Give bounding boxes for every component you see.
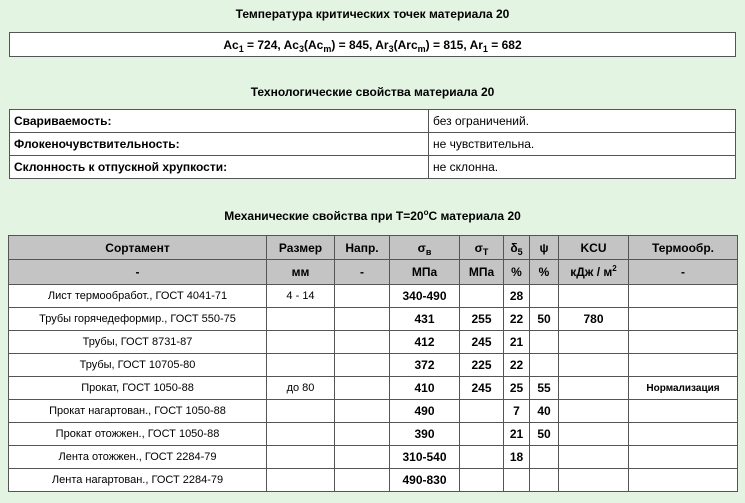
table-row: [9, 285, 738, 308]
cell-sigma-t: [460, 423, 504, 446]
ar3-label: Ar: [375, 37, 389, 52]
unit-delta: %: [504, 260, 530, 285]
col-sigma-b-header: [390, 236, 460, 260]
cell-size: [267, 400, 335, 423]
table-row: [9, 400, 738, 423]
mech-units-row: [9, 260, 738, 285]
tech-row-value: без ограничений.: [429, 110, 736, 133]
cell-psi: 40: [530, 400, 559, 423]
cell-kcu: [559, 469, 629, 492]
ar1-label: Ar: [469, 37, 483, 52]
sigma-b-sub: в: [425, 246, 432, 257]
delta-symbol: δ: [510, 240, 518, 255]
cell-delta: 22: [504, 354, 530, 377]
cell-dir: [335, 331, 390, 354]
cell-sigma-t: 225: [460, 354, 504, 377]
cell-treatment: [629, 446, 738, 469]
cell-kcu: [559, 331, 629, 354]
ar3-paren-sub: m: [417, 43, 426, 54]
cell-kcu: [559, 446, 629, 469]
unit-kcu-sup: 2: [612, 264, 617, 273]
cell-delta: 28: [504, 285, 530, 308]
cell-treatment: [629, 400, 738, 423]
cell-dir: [335, 446, 390, 469]
ac1-label: Ac: [223, 37, 239, 52]
col-size-header: Размер: [267, 236, 335, 260]
mech-title-suffix: С материала 20: [428, 209, 521, 223]
col-direction-header: Напр.: [335, 236, 390, 260]
mech-header-row: [9, 236, 738, 260]
cell-kcu: [559, 354, 629, 377]
cell-psi: 50: [530, 423, 559, 446]
critical-points-table: [9, 32, 736, 57]
cell-sortament: Лента нагартован., ГОСТ 2284-79: [9, 469, 267, 492]
tech-row-value: не склонна.: [429, 156, 736, 179]
unit-treatment: -: [629, 260, 738, 285]
cell-size: до 80: [267, 377, 335, 400]
cell-psi: 50: [530, 308, 559, 331]
cell-psi: [530, 285, 559, 308]
cell-sortament: Лист термообработ., ГОСТ 4041-71: [9, 285, 267, 308]
ar3-sub: 3: [388, 43, 394, 54]
cell-sigma-t: 255: [460, 308, 504, 331]
cell-sortament: Прокат отожжен., ГОСТ 1050-88: [9, 423, 267, 446]
cell-sigma-t: [460, 400, 504, 423]
unit-direction: -: [335, 260, 390, 285]
table-row: [9, 308, 738, 331]
tech-row: [10, 110, 736, 133]
cell-treatment: [629, 331, 738, 354]
cell-sigma-b: 340-490: [390, 285, 460, 308]
unit-kcu: [559, 260, 629, 285]
ac3-paren: (Ac: [303, 37, 324, 52]
cell-psi: 55: [530, 377, 559, 400]
cell-treatment: [629, 469, 738, 492]
cell-psi: [530, 331, 559, 354]
cell-sigma-b: 412: [390, 331, 460, 354]
ar1-value: = 682: [487, 37, 522, 52]
ar1-sub: 1: [482, 43, 488, 54]
tech-properties-table: [9, 109, 736, 179]
critical-points-title: Температура критических точек материала 20: [235, 7, 510, 21]
cell-kcu: [559, 377, 629, 400]
unit-sigma-t: МПа: [460, 260, 504, 285]
cell-sigma-b: 410: [390, 377, 460, 400]
col-treatment-header: Термообр.: [629, 236, 738, 260]
cell-delta: 7: [504, 400, 530, 423]
cell-kcu: [559, 423, 629, 446]
cell-sigma-b: 490: [390, 400, 460, 423]
cell-delta: [504, 469, 530, 492]
cell-psi: [530, 469, 559, 492]
cell-delta: 25: [504, 377, 530, 400]
cell-size: [267, 331, 335, 354]
tech-row-label: Склонность к отпускной хрупкости:: [10, 156, 429, 179]
ac3-label: Ac: [283, 37, 299, 52]
ar3-paren: (Arc: [393, 37, 418, 52]
ac1-value: = 724,: [243, 37, 284, 52]
tech-row-value: не чувствительна.: [429, 133, 736, 156]
tech-row-label: Флокеночувствительность:: [10, 133, 429, 156]
cell-sigma-t: 245: [460, 331, 504, 354]
ac3-value: ) = 845,: [331, 37, 376, 52]
cell-size: [267, 308, 335, 331]
cell-size: [267, 446, 335, 469]
unit-sigma-b: МПа: [390, 260, 460, 285]
tech-row-label: Свариваемость:: [10, 110, 429, 133]
cell-dir: [335, 400, 390, 423]
cell-dir: [335, 354, 390, 377]
cell-sortament: Трубы, ГОСТ 8731-87: [9, 331, 267, 354]
mech-title-prefix: Механические свойства при Т=20: [224, 209, 424, 223]
cell-dir: [335, 423, 390, 446]
cell-dir: [335, 377, 390, 400]
cell-size: [267, 354, 335, 377]
cell-psi: [530, 446, 559, 469]
cell-sigma-t: 245: [460, 377, 504, 400]
cell-psi: [530, 354, 559, 377]
table-row: [9, 377, 738, 400]
critical-points-values: [10, 33, 736, 57]
mech-title-degree: o: [423, 208, 429, 217]
cell-treatment: [629, 423, 738, 446]
table-row: [9, 446, 738, 469]
cell-sortament: Прокат, ГОСТ 1050-88: [9, 377, 267, 400]
cell-sigma-b: 310-540: [390, 446, 460, 469]
cell-delta: 22: [504, 308, 530, 331]
col-psi-header: ψ: [530, 236, 559, 260]
cell-treatment: Нормализация: [629, 377, 738, 400]
tech-properties-title: Технологические свойства материала 20: [250, 85, 495, 99]
cell-sortament: Лента отожжен., ГОСТ 2284-79: [9, 446, 267, 469]
sigma-t-sub: T: [482, 246, 489, 257]
cell-delta: 18: [504, 446, 530, 469]
ac1-sub: 1: [238, 43, 244, 54]
cell-sigma-b: 390: [390, 423, 460, 446]
ac3-paren-sub: m: [323, 43, 332, 54]
mech-properties-title: [0, 209, 745, 223]
cell-kcu: 780: [559, 308, 629, 331]
cell-size: [267, 469, 335, 492]
table-row: [9, 423, 738, 446]
cell-sigma-b: 490-830: [390, 469, 460, 492]
cell-kcu: [559, 285, 629, 308]
table-row: [9, 331, 738, 354]
cell-sortament: Трубы, ГОСТ 10705-80: [9, 354, 267, 377]
mech-properties-table: [8, 235, 738, 492]
col-sigma-t-header: [460, 236, 504, 260]
cell-sigma-t: [460, 285, 504, 308]
cell-size: [267, 423, 335, 446]
cell-size: 4 - 14: [267, 285, 335, 308]
cell-treatment: [629, 285, 738, 308]
table-row: [9, 469, 738, 492]
unit-sortament: -: [9, 260, 267, 285]
cell-sigma-t: [460, 446, 504, 469]
delta-sub: 5: [517, 246, 523, 257]
cell-dir: [335, 469, 390, 492]
unit-size: мм: [267, 260, 335, 285]
cell-sortament: Прокат нагартован., ГОСТ 1050-88: [9, 400, 267, 423]
col-sortament-header: Сортамент: [9, 236, 267, 260]
cell-sigma-b: 372: [390, 354, 460, 377]
unit-kcu-text: кДж / м: [570, 265, 613, 279]
tech-row: [10, 156, 736, 179]
cell-dir: [335, 308, 390, 331]
table-row: [9, 354, 738, 377]
ar3-value: ) = 815,: [425, 37, 470, 52]
sigma-t-symbol: σ: [474, 240, 483, 255]
cell-delta: 21: [504, 423, 530, 446]
col-kcu-header: KCU: [559, 236, 629, 260]
cell-sortament: Трубы горячедеформир., ГОСТ 550-75: [9, 308, 267, 331]
cell-dir: [335, 285, 390, 308]
col-delta-header: [504, 236, 530, 260]
cell-sigma-b: 431: [390, 308, 460, 331]
tech-row: [10, 133, 736, 156]
ac3-sub: 3: [298, 43, 304, 54]
cell-treatment: [629, 354, 738, 377]
cell-sigma-t: [460, 469, 504, 492]
unit-psi: %: [530, 260, 559, 285]
cell-kcu: [559, 400, 629, 423]
cell-treatment: [629, 308, 738, 331]
sigma-b-symbol: σ: [417, 240, 426, 255]
cell-delta: 21: [504, 331, 530, 354]
